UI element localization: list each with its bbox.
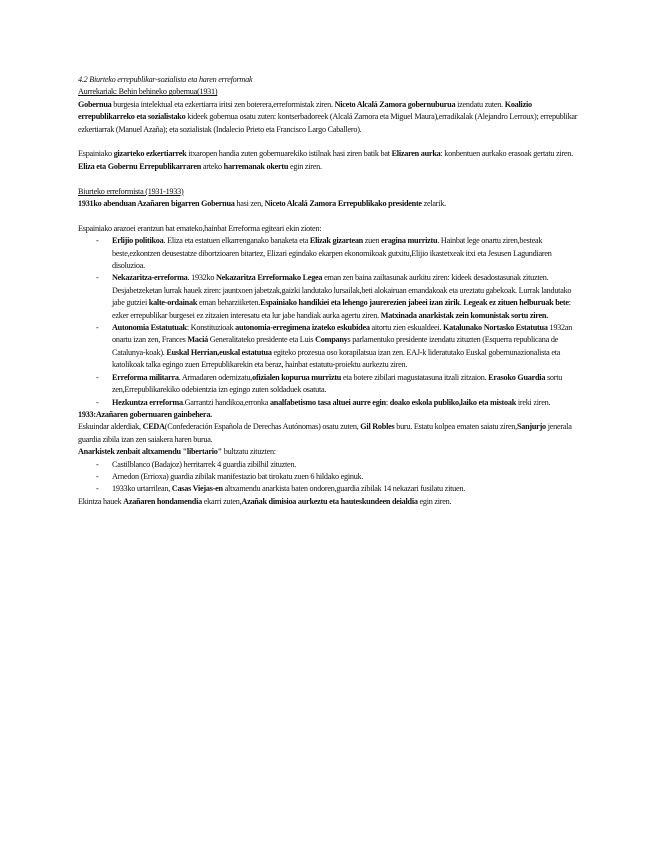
- list-item: [78, 235, 578, 272]
- text: .Garrantzi handikoa,erronka: [182, 397, 270, 407]
- paragraph-reforms-intro: Espainiako arazoei erantzun bat emateko,hainbat Erreforma egiteari ekin zioten:: [78, 223, 322, 233]
- text: : Konstituzioak: [186, 323, 236, 333]
- bold-text: doako eskola publiko,laiko eta mistoak: [389, 397, 517, 407]
- paragraph-decline-heading: 1933:Azañaren gobernuaren gainbehera.: [78, 409, 212, 419]
- bold-text: autonomia-erregimena izateko eskubidea: [235, 323, 370, 333]
- bold-text: Company: [315, 335, 348, 345]
- bold-text: kalte-ordainak: [148, 298, 198, 308]
- text: Eskuindar alderdiak,: [78, 422, 143, 432]
- list-dash: -: [96, 323, 99, 333]
- reforms-list: [78, 235, 578, 409]
- paragraph-gap: [78, 210, 578, 222]
- text: buru. Estatu kolpea ematen saiatu ziren,: [394, 422, 517, 432]
- bold-text: Erlijio politikoa: [112, 236, 164, 246]
- bold-text: Eliza eta Gobernu Errepublikarraren: [78, 161, 202, 171]
- text: ireki ziren.: [516, 397, 551, 407]
- subsection-title-reformist-biennium: Biurteko erreformista (1931-1933): [78, 186, 184, 196]
- paragraph-anarchists: [78, 446, 578, 458]
- text: 1933ko urtarrilean,: [112, 484, 172, 494]
- bold-text: harremanak okertu: [223, 161, 289, 171]
- bold-text: gizarteko ezkertiarrek: [113, 149, 187, 159]
- text: . Armadaren odernizatu,: [178, 372, 253, 382]
- bold-text: CEDA: [142, 422, 165, 432]
- bold-text: Elizaren aurka: [391, 149, 441, 159]
- text: . 1932ko: [187, 273, 216, 283]
- list-dash: -: [96, 484, 99, 494]
- section-heading: 4.2 Biurteko errepublikar-sozialista eta haren erreformak: [78, 75, 253, 84]
- list-dash: -: [96, 471, 99, 481]
- list-item: [78, 272, 578, 322]
- bold-text: Euskal Herrian,euskal estatutua: [166, 347, 272, 357]
- text: zuen: [362, 236, 382, 246]
- text: :: [385, 397, 390, 407]
- text: zelarik.: [421, 199, 446, 209]
- text: jenerala guardia zibila izan zen saiakera haren burua.: [78, 422, 572, 444]
- text: 1932an onartu izan zen, Frances: [112, 323, 573, 345]
- text: bultzatu zituzten:: [221, 447, 276, 457]
- uprisings-list: [78, 459, 578, 496]
- list-item: [78, 483, 578, 495]
- bold-text: Nekazaritza Erreformako Legea: [215, 273, 323, 283]
- bold-text: Erreforma militarra: [112, 372, 179, 382]
- list-dash: -: [96, 397, 99, 407]
- bold-text: 1931ko abenduan Azañaren bigarren Gobernua: [78, 199, 235, 209]
- text: Espainiako: [78, 149, 114, 159]
- bold-text: Azañak dimisioa aurkeztu eta hauteskundeen deialdia: [241, 496, 418, 506]
- text: izendatu zuten.: [455, 99, 505, 109]
- list-dash: -: [96, 273, 99, 283]
- bold-text: Anarkistek zenbait altxamendu "libertario": [78, 447, 222, 457]
- bold-text: Koalizio errepublikarreko eta sozialistako: [78, 99, 532, 122]
- list-dash: -: [96, 372, 99, 382]
- subsection-title-antecedents: Aurrekariak: Behin behineko gobernua(1931): [78, 87, 218, 97]
- text: Generalitateko presidente eta Luis: [207, 335, 316, 345]
- paragraph-gap: [78, 173, 578, 185]
- bold-text: Casas Viejas-en: [171, 484, 223, 494]
- paragraph-conclusion: [78, 496, 578, 508]
- text: burgesia intelektual eta ezkertiarra iritsi zen boterera,erreformistak ziren.: [111, 99, 335, 109]
- text: Ekintza hauek: [78, 496, 124, 506]
- text: Arnedon (Errioxa) guardia zibilak manifestazio bat tirokatu zuen 6 hildako eginuk.: [112, 471, 364, 481]
- paragraph-ceda: [78, 421, 578, 446]
- bold-text: Erasoko Guardia: [488, 372, 546, 382]
- paragraph-government: [78, 99, 578, 136]
- text: ekarri zuten,: [201, 496, 242, 506]
- text: egin ziren.: [288, 161, 322, 171]
- document-content: [78, 74, 578, 508]
- text: eta botere zibilari magustatasuna itzali zitzaion.: [341, 372, 489, 382]
- bold-text: Azañaren hondamendia: [123, 496, 202, 506]
- text: eman zen baina zailtasunak aurkitu ziren: kideek desadostasunak zituzten. Desjabetzeketan lurrak hauek ziren: jauntxoen jabetzak,gaizki landutako lursailak,beti alokairuan emandakoak eta ureztatu gabekoak. Lurrak landutako jabe gutziei: [112, 273, 572, 308]
- text: (Confederación Española de Derechas Autónomas) osatu zuten,: [164, 422, 361, 432]
- text: : ezker errepublikar burgesei ez zitzaien interesatu eta lur jabe handiak aurka agertu ziren.: [112, 298, 571, 320]
- paragraph-azana-government: [78, 198, 578, 210]
- text: eman beharziiketen.: [197, 298, 261, 308]
- list-item: [78, 372, 578, 397]
- list-dash: -: [96, 236, 99, 246]
- bold-text: Matxinada anarkistak zein komunistak sortu ziren.: [380, 310, 549, 320]
- bold-text: Espainiako handikiei eta lehengo jaurerezien jabeei izan zirik: [260, 298, 460, 308]
- text: sortu zen,Errepublikarekiko odebientzia izn egingo zuten soldaduek osatuta.: [112, 372, 563, 395]
- bold-text: Niceto Alcalá Zamora Errepublikako presidente: [264, 199, 422, 209]
- text: hasi zen,: [234, 199, 265, 209]
- bold-text: Sanjurjo: [516, 422, 546, 432]
- text: s parlamentuko presidente izendatu zituzten (Esquerra republicana de Catalunya-koak).: [112, 335, 559, 357]
- bold-text: Maciá: [187, 335, 208, 345]
- bold-text: analfabetismo tasa altuei aurre egin: [269, 397, 386, 407]
- bold-text: Nekazaritza-erreforma: [112, 273, 188, 283]
- text: itxaropen handia zuten gobernuarekiko istilnak hasi ziren batik bat: [186, 149, 392, 159]
- paragraph-gap: [78, 136, 578, 148]
- bold-text: Niceto Alcalá Zamora gobernuburua: [334, 99, 456, 109]
- bold-text: eragina murriztu: [381, 236, 438, 246]
- bold-text: Autonomia Estatutuak: [112, 323, 187, 333]
- list-item: [78, 397, 578, 409]
- bold-text: ofizialen kopurua murriztu: [252, 372, 342, 382]
- text: . Hainbat lege onartu ziren,besteak beste,ezkontzen deusestatze dibortzioaren bitartez, Elizari egindako ekarpen ekonomikoak gutxitu,Elijio ikastetxeak itxi eta Jesusen Lagundiaren disoluzioa.: [112, 236, 552, 271]
- text: Castilblanco (Badajoz) herritarrek 4 guardia zibilhil zituzten.: [112, 459, 297, 469]
- list-dash: -: [96, 459, 99, 469]
- text: egiteko prozesua oso korapilatsua izan zen. EAJ-k lideratutako Euskal gobernunazionalista eta katolikoak talka egingo zuen Errepublikarekin eta beraz, hainbat estatutu-proiektu aurkeztu ziren.: [112, 347, 561, 370]
- bold-text: Gobernua: [78, 99, 112, 109]
- bold-text: Hezkuntza erreforma: [112, 397, 183, 407]
- text: .: [459, 298, 464, 308]
- bold-text: Katalunako Nortasko Estatutua: [443, 323, 548, 333]
- paragraph-church: [78, 148, 578, 173]
- text: : konbentuen aurkako erasoak gertatu ziren.: [440, 149, 573, 159]
- list-item: [78, 322, 578, 372]
- text: egin ziren.: [417, 496, 452, 506]
- bold-text: Gil Robles: [360, 422, 395, 432]
- list-item: [78, 459, 578, 471]
- text: . Eliza eta estatuen elkarrenganako banaketa eta: [163, 236, 310, 246]
- list-item: [78, 471, 578, 483]
- text: aitortu zien eskualdeei.: [369, 323, 443, 333]
- bold-text: Elizak gizartean: [309, 236, 363, 246]
- bold-text: Legeak ez zituen helburuak bete: [463, 298, 569, 308]
- text: arteko: [201, 161, 224, 171]
- text: altxamendu anarkista baten ondoren,guardia zibilak 14 nekazari fusilatu zituen.: [222, 484, 465, 494]
- text: kideek gobernua osatu zuten: kontserbadoreek (Alcalá Zamora eta Miguel Maura),erradikalak (Alejandro Lerroux); errepublikar ezkertiarrak (Manuel Azaña); eta sozialistak (Indalecio Prieto eta Francisco Largo Caballero).: [78, 112, 578, 134]
